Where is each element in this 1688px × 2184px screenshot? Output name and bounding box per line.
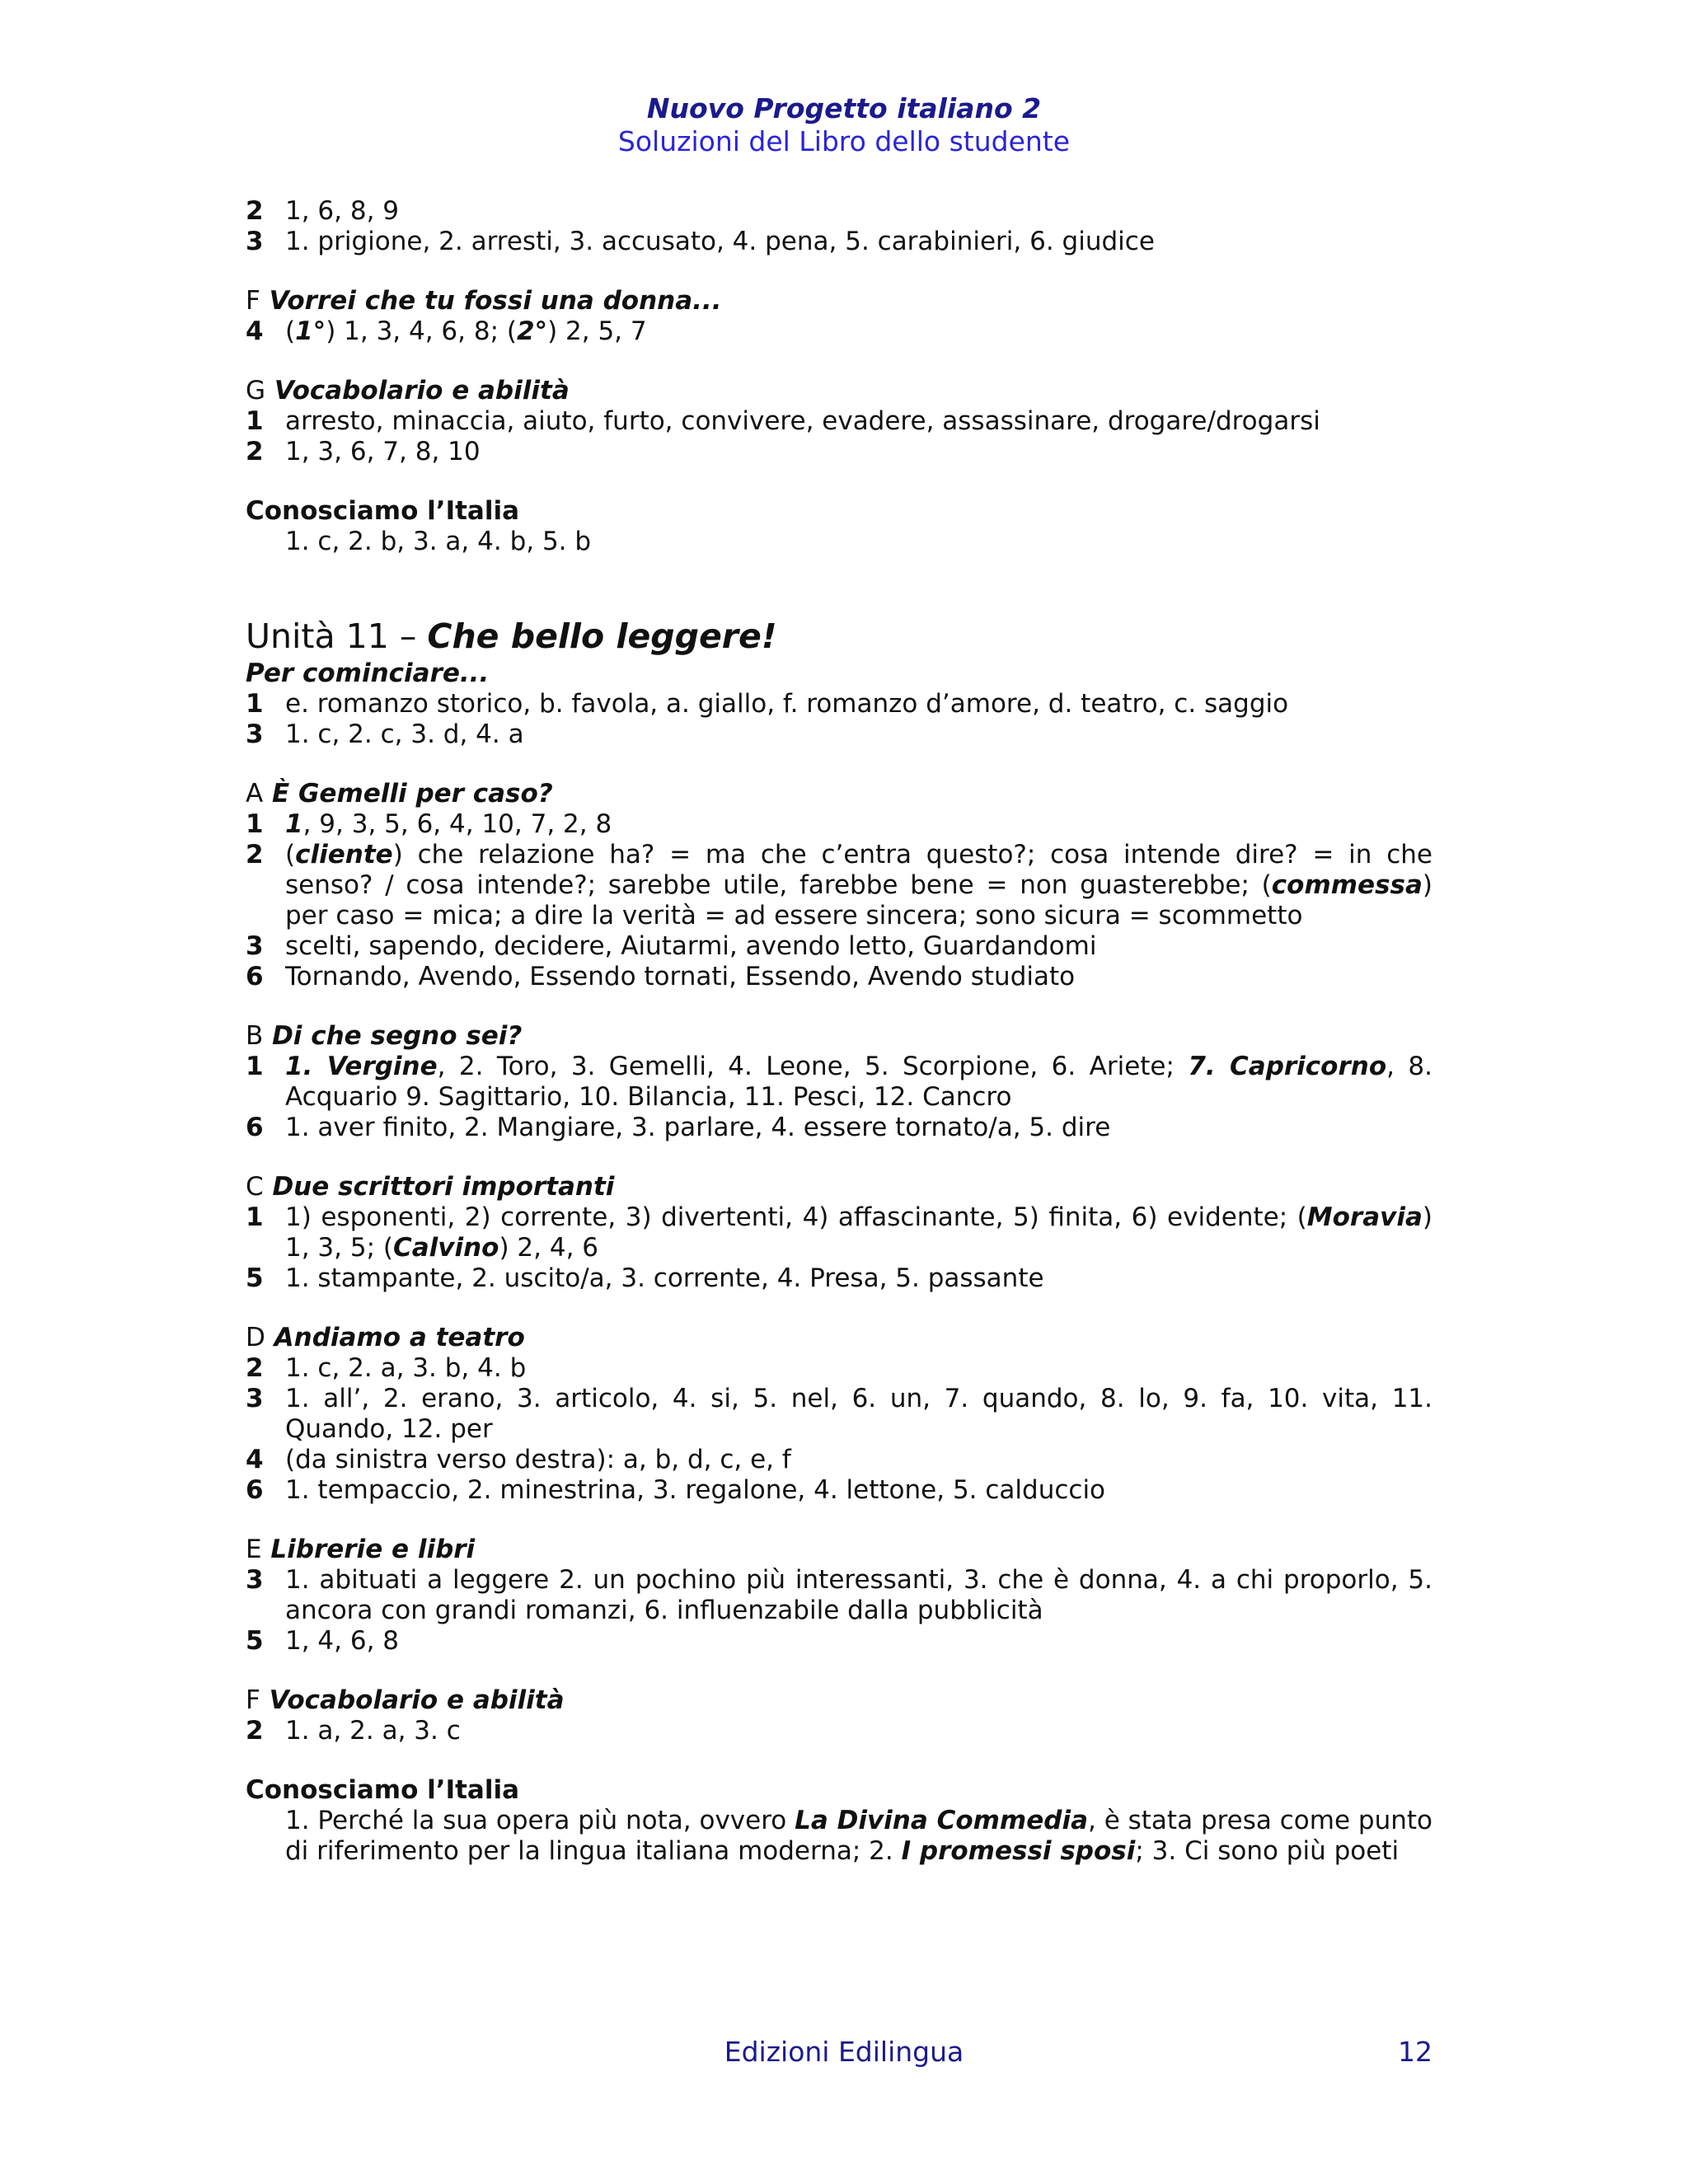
- answer-row: [246, 1052, 1432, 1113]
- answer-text: (da sinistra verso destra): a, b, d, c, e, f: [285, 1445, 791, 1474]
- section-title: Di che segno sei?: [272, 1021, 523, 1051]
- section-letter: B: [246, 1021, 264, 1051]
- conosciamo-answers: 1. Perché la sua opera più nota, ovvero La Divina Commedia, è stata presa come punto di riferimento per la lingua italiana moderna; 2. I promessi sposi; 3. Ci sono più poeti: [285, 1806, 1432, 1866]
- exercise-number: 3: [246, 1565, 264, 1595]
- section-title: Vorrei che tu fossi una donna...: [269, 286, 722, 316]
- answer-text: 1. abituati a leggere 2. un pochino più interessanti, 3. che è donna, 4. a chi proporlo, 5. ancora con grandi romanzi, 6. influenzabile dalla pubblicità: [285, 1565, 1432, 1625]
- exercise-number: 1: [246, 1052, 264, 1081]
- exercise-number: 3: [246, 719, 264, 749]
- section-heading: [246, 1534, 1432, 1565]
- section-letter: C: [246, 1172, 264, 1202]
- answer-row: [246, 316, 1432, 347]
- answer-row: [246, 689, 1432, 719]
- answer-text: 1. all’, 2. erano, 3. articolo, 4. si, 5. nel, 6. un, 7. quando, 8. lo, 9. fa, 10. vita, 11. Quando, 12. per: [285, 1384, 1432, 1444]
- answer-text: 1. c, 2. a, 3. b, 4. b: [285, 1353, 527, 1383]
- answer-row: [246, 227, 1432, 257]
- answer-text: 1) esponenti, 2) corrente, 3) divertenti, 4) affascinante, 5) finita, 6) evidente; (Moravia) 1, 3, 5; (Calvino) 2, 4, 6: [285, 1202, 1432, 1263]
- conosciamo-answers: 1. c, 2. b, 3. a, 4. b, 5. b: [285, 527, 592, 556]
- answer-text: (cliente) che relazione ha? = ma che c’entra questo?; cosa intende dire? = in che senso? / cosa intende?; sarebbe utile, farebbe bene = non guasterebbe; (commessa) per caso = mica; a dire la verità = ad essere sincera; sono sicura = scommetto: [285, 840, 1432, 930]
- section-title: Vocabolario e abilità: [274, 376, 570, 405]
- answer-text: 1. Vergine, 2. Toro, 3. Gemelli, 4. Leone, 5. Scorpione, 6. Ariete; 7. Capricorno, 8. Acquario 9. Sagittario, 10. Bilancia, 11. Pesci, 12. Cancro: [285, 1052, 1432, 1112]
- page-number: 12: [1398, 2036, 1432, 2068]
- answer-row: [246, 1113, 1432, 1143]
- solutions-content: [246, 196, 1432, 1867]
- answer-text: Tornando, Avendo, Essendo tornati, Essendo, Avendo studiato: [285, 962, 1076, 991]
- answer-text: 1. stampante, 2. uscito/a, 3. corrente, 4. Presa, 5. passante: [285, 1263, 1044, 1293]
- exercise-number: 2: [246, 196, 264, 226]
- page-footer: [0, 2036, 1688, 2069]
- exercise-number: 4: [246, 1445, 264, 1474]
- answer-row: [246, 406, 1432, 437]
- section-letter: G: [246, 376, 266, 405]
- exercise-number: 3: [246, 931, 264, 961]
- answer-row: [246, 962, 1432, 992]
- answer-text: 1. a, 2. a, 3. c: [285, 1716, 461, 1746]
- answer-text: (1°) 1, 3, 4, 6, 8; (2°) 2, 5, 7: [285, 316, 647, 346]
- section-title: Librerie e libri: [270, 1535, 476, 1564]
- section-letter: E: [246, 1535, 262, 1564]
- answer-row: [246, 1202, 1432, 1263]
- answer-text: 1. tempaccio, 2. minestrina, 3. regalone, 4. lettone, 5. calduccio: [285, 1475, 1106, 1505]
- section-heading: [246, 1020, 1432, 1052]
- answer-row: [246, 1445, 1432, 1475]
- answer-text: 1, 4, 6, 8: [285, 1626, 400, 1656]
- conosciamo-heading: Conosciamo l’Italia: [246, 496, 520, 526]
- answer-row: [246, 196, 1432, 227]
- answer-row: [246, 1384, 1432, 1445]
- book-subtitle: Soluzioni del Libro dello studente: [617, 125, 1071, 157]
- exercise-number: 2: [246, 437, 264, 466]
- answer-row: [246, 1263, 1432, 1294]
- exercise-number: 1: [246, 1202, 264, 1232]
- answer-text: 1. c, 2. c, 3. d, 4. a: [285, 719, 524, 749]
- per-cominciare-heading: Per cominciare...: [246, 658, 490, 688]
- section-title: Due scrittori importanti: [272, 1172, 615, 1202]
- section-heading: [246, 1322, 1432, 1353]
- section-heading: [246, 375, 1432, 406]
- exercise-number: 1: [246, 689, 264, 719]
- answer-text: 1. prigione, 2. arresti, 3. accusato, 4. pena, 5. carabinieri, 6. giudice: [285, 227, 1155, 256]
- answer-text: scelti, sapendo, decidere, Aiutarmi, avendo letto, Guardandomi: [285, 931, 1097, 961]
- answer-text: 1. aver finito, 2. Mangiare, 3. parlare, 4. essere tornato/a, 5. dire: [285, 1113, 1111, 1142]
- section-title: È Gemelli per caso?: [272, 779, 553, 808]
- answer-text: arresto, minaccia, aiuto, furto, convivere, evadere, assassinare, drogare/drogarsi: [285, 406, 1320, 436]
- book-title: Nuovo Progetto italiano 2: [646, 92, 1042, 124]
- answer-row: [246, 809, 1432, 840]
- exercise-number: 6: [246, 962, 264, 991]
- exercise-number: 4: [246, 316, 264, 346]
- answer-row: [246, 719, 1432, 750]
- exercise-number: 1: [246, 406, 264, 436]
- exercise-number: 3: [246, 1384, 264, 1413]
- section-heading: [246, 1171, 1432, 1202]
- section-title: Andiamo a teatro: [274, 1323, 525, 1352]
- exercise-number: 2: [246, 1353, 264, 1383]
- section-heading: [246, 778, 1432, 809]
- exercise-number: 6: [246, 1475, 264, 1505]
- exercise-number: 2: [246, 1716, 264, 1746]
- exercise-number: 1: [246, 809, 264, 839]
- answer-text: 1, 9, 3, 5, 6, 4, 10, 7, 2, 8: [285, 809, 612, 839]
- answer-text: 1, 6, 8, 9: [285, 196, 400, 226]
- exercise-number: 2: [246, 840, 264, 869]
- answer-row: [246, 840, 1432, 931]
- answer-row: [246, 1716, 1432, 1746]
- answer-row: [246, 1353, 1432, 1384]
- unit-label: Unità 11 –: [246, 616, 428, 656]
- answer-row: [246, 931, 1432, 962]
- answer-row: [246, 1475, 1432, 1506]
- section-heading: [246, 1685, 1432, 1716]
- answer-row: [246, 437, 1432, 467]
- exercise-number: 5: [246, 1626, 264, 1656]
- section-heading: [246, 285, 1432, 316]
- answer-text: e. romanzo storico, b. favola, a. giallo, f. romanzo d’amore, d. teatro, c. saggio: [285, 689, 1289, 719]
- exercise-number: 5: [246, 1263, 264, 1293]
- exercise-number: 3: [246, 227, 264, 256]
- section-letter: A: [246, 779, 264, 808]
- conosciamo-heading: Conosciamo l’Italia: [246, 1775, 520, 1805]
- publisher-name: Edizioni Edilingua: [724, 2036, 964, 2068]
- answer-text: 1, 3, 6, 7, 8, 10: [285, 437, 481, 466]
- section-letter: D: [246, 1323, 265, 1352]
- exercise-number: 6: [246, 1113, 264, 1142]
- section-title: Vocabolario e abilità: [269, 1685, 565, 1715]
- page-header: [0, 92, 1688, 158]
- section-letter: F: [246, 1685, 260, 1715]
- answer-row: [246, 1565, 1432, 1626]
- unit-title: Che bello leggere!: [427, 616, 777, 656]
- answer-row: [246, 1626, 1432, 1657]
- section-letter: F: [246, 286, 260, 316]
- unit-heading: [246, 616, 1432, 656]
